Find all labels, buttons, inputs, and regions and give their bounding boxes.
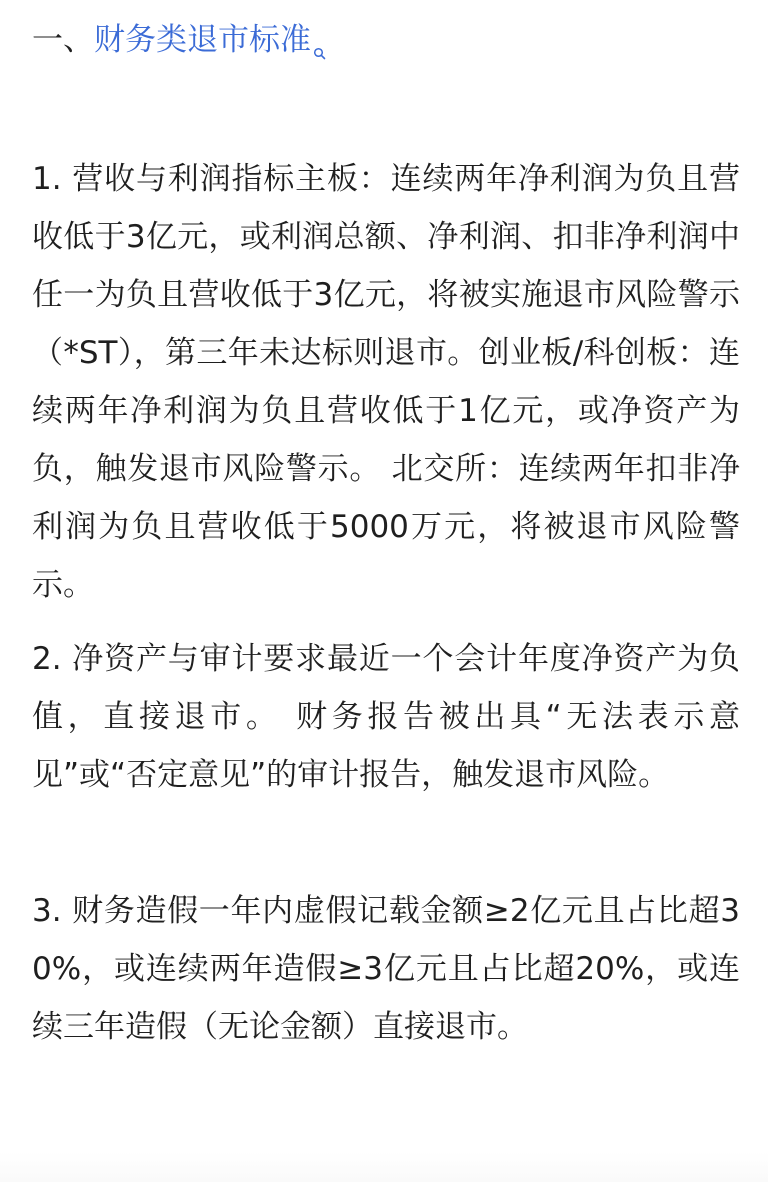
- section-heading: [32, 14, 326, 66]
- paragraph-financial-fraud: 3. 财务造假一年内虚假记载金额≥2亿元且占比超30%，或连续两年造假≥3亿元且占比超20%，或连续三年造假（无论金额）直接退市。: [32, 893, 740, 1045]
- search-icon[interactable]: [313, 24, 326, 37]
- paragraph-net-assets-audit: 2. 净资产与审计要求最近一个会计年度净资产为负值，直接退市。 财务报告被出具“无法表示意见”或“否定意见”的审计报告，触发退市风险。: [32, 641, 740, 793]
- paragraph-revenue-profit: 1. 营收与利润指标主板：连续两年净利润为负且营收低于3亿元，或利润总额、净利润、扣非净利润中任一为负且营收低于3亿元，将被实施退市风险警示（*ST），第三年未达标则退市。创业板/科创板：连续两年净利润为负且营收低于1亿元，或净资产为负，触发退市风险警示。 北交所：连续两年扣非净利润为负且营收低于5000万元，将被退市风险警示。: [32, 161, 740, 603]
- bottom-fade: [0, 1152, 768, 1182]
- search-link-financial-delisting-standards[interactable]: 财务类退市标准: [94, 22, 311, 58]
- section-number: 一、: [32, 22, 94, 58]
